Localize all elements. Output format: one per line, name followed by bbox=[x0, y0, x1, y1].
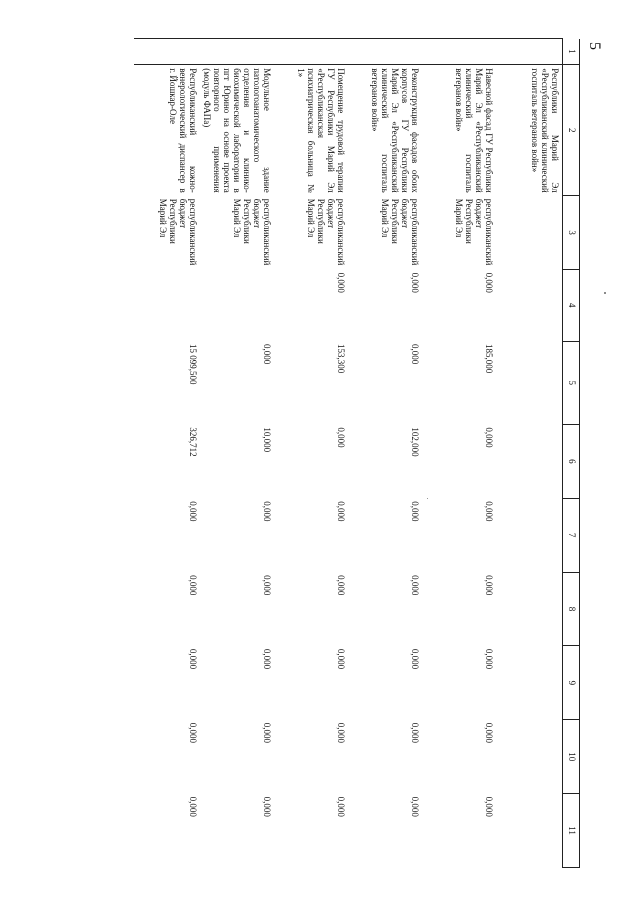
value-col11: 0,000 bbox=[410, 796, 420, 817]
row-index-cell bbox=[200, 39, 274, 65]
table-row bbox=[496, 39, 563, 868]
column-header: 5 bbox=[563, 341, 580, 424]
value-col9: 0,000 bbox=[188, 648, 198, 670]
value-col6: 0,000 bbox=[336, 427, 346, 448]
row-index-cell bbox=[496, 39, 563, 65]
column-header: 7 bbox=[563, 498, 580, 572]
table-row bbox=[134, 39, 200, 868]
value-col6: 10,000 bbox=[262, 427, 272, 453]
value-col5: 185,000 bbox=[484, 344, 494, 374]
value-col4 bbox=[496, 270, 563, 341]
table-row bbox=[348, 39, 422, 868]
header-row bbox=[563, 39, 580, 868]
value-col8: 0,000 bbox=[410, 575, 420, 596]
value-col6: 0,000 bbox=[484, 427, 494, 448]
value-col4 bbox=[134, 270, 200, 341]
value-col8: 0,000 bbox=[262, 575, 272, 596]
value-col4: 0,000 bbox=[336, 272, 346, 293]
column-header: 6 bbox=[563, 424, 580, 498]
value-col9: 0,000 bbox=[262, 648, 272, 670]
value-col7: 0,000 bbox=[262, 501, 272, 522]
column-header: 4 bbox=[563, 270, 580, 341]
funding-source: республиканский бюджет Республики Марий Эл bbox=[380, 198, 420, 266]
value-col5: 153,300 bbox=[336, 344, 346, 374]
value-col9 bbox=[496, 646, 563, 720]
value-col9: 0,000 bbox=[336, 648, 346, 670]
value-col6: 102,000 bbox=[410, 427, 420, 457]
funding-source: республиканский бюджет Республики Марий Эл bbox=[232, 198, 272, 266]
table-row bbox=[422, 39, 496, 868]
value-col8 bbox=[496, 572, 563, 646]
row-index-cell bbox=[134, 39, 200, 65]
value-col8: 0,000 bbox=[336, 575, 346, 596]
object-name: Республиканский кожно-венерологический диспансер в г. Йошкар-Оле bbox=[168, 68, 198, 193]
value-col5: 15 099,500 bbox=[188, 344, 198, 385]
value-col11: 0,000 bbox=[336, 796, 346, 817]
value-col6: 326,712 bbox=[188, 427, 198, 457]
object-name: Модульное здание патологоанатомического отделения и клинико-биохимической лаборатории в пгт Юрино на основе проекта повторного применения (модуль ФАПа) bbox=[202, 68, 272, 193]
funding-source: республиканский бюджет Республики Марий Эл bbox=[158, 198, 198, 266]
column-header: 11 bbox=[563, 794, 580, 868]
table-row bbox=[274, 39, 348, 868]
value-col10: 0,000 bbox=[262, 722, 272, 744]
funding-source: республиканский бюджет Республики Марий Эл bbox=[454, 198, 494, 266]
object-name: Помещение трудовой терапии ГУ Республики Марий Эл «Республиканская психиатрическая больница № 1» bbox=[296, 68, 346, 193]
table-row bbox=[200, 39, 274, 868]
budget-table bbox=[134, 38, 580, 868]
value-col4 bbox=[200, 270, 274, 341]
value-col6 bbox=[496, 424, 563, 498]
value-col8: 0,000 bbox=[484, 575, 494, 596]
value-col7: 0,000 bbox=[410, 501, 420, 522]
value-col11: 0,000 bbox=[188, 796, 198, 817]
object-name: Навесной фасад ГУ Республики Марий Эл «Республиканский клинический госпиталь ветеранов войн» bbox=[454, 68, 494, 193]
value-col7: 0,000 bbox=[336, 501, 346, 522]
value-col9: 0,000 bbox=[484, 648, 494, 670]
column-header: 10 bbox=[563, 720, 580, 794]
value-col5: 0,000 bbox=[410, 344, 420, 365]
value-col8: 0,000 bbox=[188, 575, 198, 596]
value-col7 bbox=[496, 498, 563, 572]
object-name: Республики Марий Эл «Республиканский клинический госпиталь ветеранов войн» bbox=[530, 68, 560, 193]
value-col10 bbox=[496, 720, 563, 794]
rotated-table-wrapper bbox=[115, 38, 580, 868]
column-header: 8 bbox=[563, 572, 580, 646]
column-header: 3 bbox=[563, 196, 580, 270]
object-name: Реконструкция фасадов обоих корпусов ГУ Республики Марий Эл «Республиканский клинический госпиталь ветеранов войн» bbox=[370, 68, 420, 193]
value-col5 bbox=[496, 341, 563, 424]
column-header: 9 bbox=[563, 646, 580, 720]
row-index-cell bbox=[422, 39, 496, 65]
funding-source bbox=[496, 196, 563, 270]
value-col4: 0,000 bbox=[410, 272, 420, 293]
row-index-cell bbox=[348, 39, 422, 65]
value-col5: 0,000 bbox=[262, 344, 272, 365]
column-header: 1 bbox=[563, 39, 580, 65]
value-col10: 0,000 bbox=[188, 722, 198, 744]
value-col7: 0,000 bbox=[188, 501, 198, 522]
value-col9: 0,000 bbox=[410, 648, 420, 670]
value-col10: 0,000 bbox=[410, 722, 420, 744]
value-col10: 0,000 bbox=[484, 722, 494, 744]
value-col11: 0,000 bbox=[262, 796, 272, 817]
value-col11 bbox=[496, 794, 563, 868]
row-index-cell bbox=[274, 39, 348, 65]
page-number: 5 bbox=[586, 42, 603, 50]
value-col7: 0,000 bbox=[484, 501, 494, 522]
value-col10: 0,000 bbox=[336, 722, 346, 744]
value-col4: 0,000 bbox=[484, 272, 494, 293]
scan-speck bbox=[604, 292, 606, 294]
funding-source: республиканский бюджет Республики Марий Эл bbox=[306, 198, 346, 266]
value-col11: 0,000 bbox=[484, 796, 494, 817]
column-header: 2 bbox=[563, 65, 580, 196]
